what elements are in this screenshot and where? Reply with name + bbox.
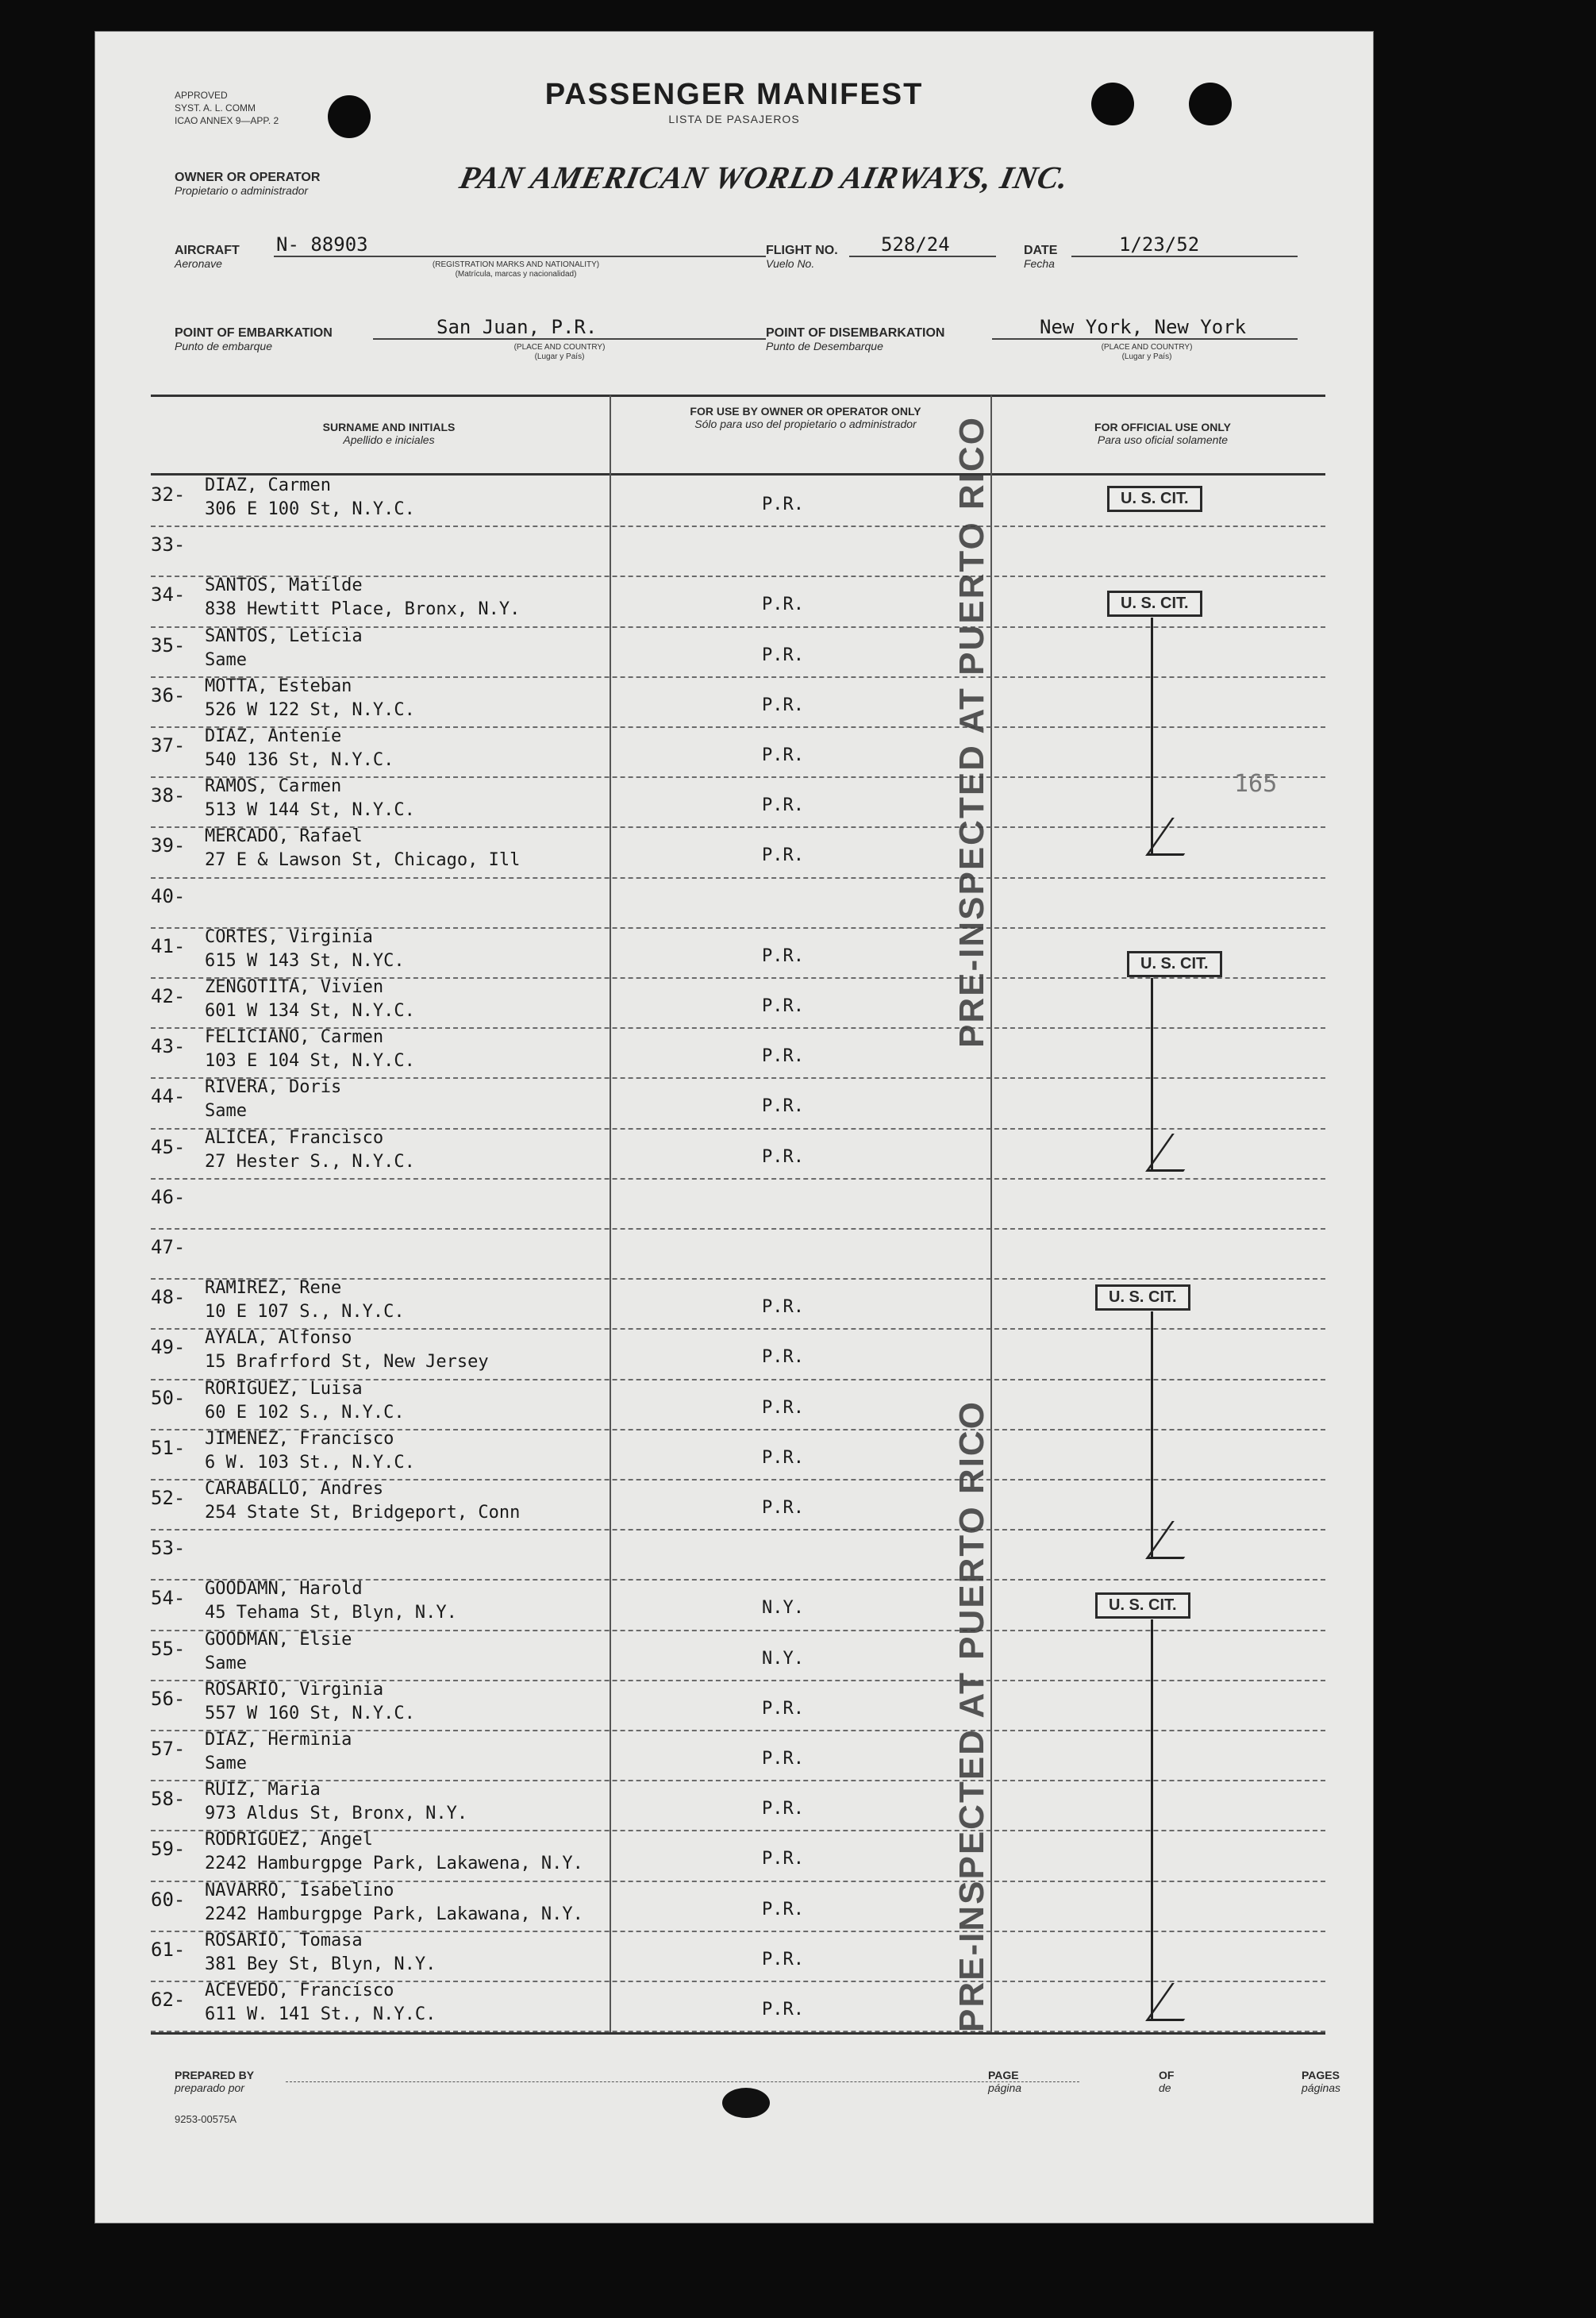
- passenger-address: 557 W 160 St, N.Y.C.: [205, 1703, 415, 1723]
- row-number: 56-: [151, 1687, 186, 1710]
- passenger-name: RORIGUEZ, Luisa: [205, 1378, 363, 1399]
- approval-line: APPROVED: [175, 90, 228, 101]
- of-label: OF de: [1159, 2069, 1175, 2094]
- origin-code: P.R.: [762, 1046, 804, 1067]
- passenger-name: FELICIANO, Carmen: [205, 1027, 384, 1048]
- row-number: 44-: [151, 1085, 186, 1108]
- row-number: 60-: [151, 1888, 186, 1911]
- row-number: 51-: [151, 1436, 186, 1459]
- flight-label: FLIGHT NO. Vuelo No.: [766, 244, 838, 270]
- column-official-header: FOR OFFICIAL USE ONLY Para uso oficial solamente: [1094, 421, 1231, 446]
- preinspected-stamp-1: PRE-INSPECTED AT PUERTO RICO: [952, 416, 991, 1048]
- form-code: 9253-00575A: [175, 2113, 237, 2125]
- row-number: 52-: [151, 1487, 186, 1509]
- passenger-address: 601 W 134 St, N.Y.C.: [205, 1001, 415, 1021]
- row-divider: [151, 1780, 1325, 1781]
- passenger-address: 2242 Hamburgpge Park, Lakawana, N.Y.: [205, 1904, 583, 1924]
- origin-code: P.R.: [762, 2000, 804, 2020]
- origin-code: P.R.: [762, 795, 804, 816]
- aircraft-value: N- 88903: [276, 233, 368, 256]
- passenger-name: RAMIREZ, Rene: [205, 1278, 342, 1299]
- row-number: 41-: [151, 934, 186, 957]
- passenger-name: RIVERA, Doris: [205, 1077, 342, 1098]
- us-citizen-stamp: U. S. CIT.: [1127, 951, 1222, 977]
- embark-place-note: (PLACE AND COUNTRY) (Lugar y País): [513, 343, 606, 361]
- approval-line: SYST. A. L. COMM: [175, 102, 256, 114]
- passenger-address: 513 W 144 St, N.Y.C.: [205, 800, 415, 821]
- column-name-header: SURNAME AND INITIALS Apellido e iniciales: [322, 421, 456, 446]
- origin-code: P.R.: [762, 1297, 804, 1318]
- row-divider: [151, 2031, 1325, 2032]
- passenger-address: 381 Bey St, Blyn, N.Y.: [205, 1954, 436, 1974]
- passenger-name: ROSARIO, Tomasa: [205, 1930, 363, 1950]
- origin-code: P.R.: [762, 695, 804, 715]
- prepared-by-label: PREPARED BY preparado por: [175, 2069, 255, 2094]
- passenger-name: ROSARIO, Virginia: [205, 1679, 384, 1700]
- origin-code: P.R.: [762, 495, 804, 514]
- passenger-address: 540 136 St, N.Y.C.: [205, 750, 394, 770]
- page-subtitle: LISTA DE PASAJEROS: [668, 113, 800, 125]
- row-number: 38-: [151, 784, 186, 807]
- row-number: 33-: [151, 533, 186, 556]
- passenger-name: RUIZ, Maria: [205, 1780, 321, 1800]
- us-citizen-stamp: U. S. CIT.: [1107, 486, 1202, 512]
- us-citizen-stamp: U. S. CIT.: [1107, 591, 1202, 617]
- row-number: 39-: [151, 834, 186, 857]
- ink-blot: [722, 2088, 770, 2118]
- origin-code: P.R.: [762, 1849, 804, 1869]
- passenger-name: AYALA, Alfonso: [205, 1328, 352, 1349]
- us-citizen-stamp: U. S. CIT.: [1095, 1284, 1190, 1311]
- origin-code: P.R.: [762, 1949, 804, 1970]
- origin-code: P.R.: [762, 595, 804, 615]
- row-number: 42-: [151, 985, 186, 1007]
- passenger-name: MERCADO, Rafael: [205, 826, 363, 847]
- passenger-address: 611 W. 141 St., N.Y.C.: [205, 2004, 436, 2024]
- row-number: 47-: [151, 1236, 186, 1258]
- origin-code: P.R.: [762, 945, 804, 966]
- pages-label: PAGES páginas: [1302, 2069, 1341, 2094]
- passenger-address: 60 E 102 S., N.Y.C.: [205, 1402, 405, 1423]
- passenger-address: Same: [205, 1653, 247, 1673]
- origin-code: P.R.: [762, 1698, 804, 1719]
- passenger-name: DIAZ, Herminia: [205, 1730, 352, 1750]
- row-number: 32-: [151, 483, 186, 506]
- owner-label: OWNER OR OPERATOR Propietario o administrador: [175, 171, 321, 197]
- passenger-address: 10 E 107 S., N.Y.C.: [205, 1302, 405, 1323]
- passenger-name: GOODMAN, Elsie: [205, 1629, 352, 1650]
- origin-code: P.R.: [762, 1799, 804, 1819]
- row-number: 46-: [151, 1185, 186, 1208]
- passenger-address: 973 Aldus St, Bronx, N.Y.: [205, 1804, 468, 1824]
- passenger-address: 27 E & Lawson St, Chicago, Ill: [205, 850, 521, 871]
- passenger-address: 254 State St, Bridgeport, Conn: [205, 1503, 521, 1523]
- passenger-address: 6 W. 103 St., N.Y.C.: [205, 1452, 415, 1473]
- row-number: 35-: [151, 633, 186, 657]
- origin-code: P.R.: [762, 1498, 804, 1518]
- origin-code: P.R.: [762, 745, 804, 765]
- passenger-address: 103 E 104 St, N.Y.C.: [205, 1051, 415, 1072]
- passenger-name: ALICEA, Francisco: [205, 1127, 384, 1148]
- origin-code: P.R.: [762, 1447, 804, 1468]
- count-stamp: 165: [1234, 770, 1278, 798]
- passenger-name: SANTOS, Matilde: [205, 576, 363, 596]
- passenger-name: RAMOS, Carmen: [205, 776, 342, 797]
- flight-value: 528/24: [881, 233, 950, 256]
- date-value: 1/23/52: [1119, 233, 1200, 256]
- operator-name: PAN AMERICAN WORLD AIRWAYS, INC.: [456, 160, 1073, 195]
- row-number: 43-: [151, 1035, 186, 1058]
- passenger-name: RODRIGUEZ, Angel: [205, 1830, 373, 1850]
- row-number: 55-: [151, 1637, 186, 1660]
- row-divider: [151, 526, 1325, 527]
- preinspected-stamp-2: PRE-INSPECTED AT PUERTO RICO: [952, 1400, 991, 2032]
- origin-code: N.Y.: [762, 1598, 804, 1619]
- row-number: 40-: [151, 884, 186, 907]
- us-citizen-stamp: U. S. CIT.: [1095, 1592, 1190, 1619]
- row-number: 37-: [151, 734, 186, 757]
- passenger-address: Same: [205, 1754, 247, 1773]
- origin-code: P.R.: [762, 845, 804, 866]
- row-number: 49-: [151, 1336, 186, 1359]
- origin-code: P.R.: [762, 1146, 804, 1167]
- passenger-address: 45 Tehama St, Blyn, N.Y.: [205, 1603, 457, 1623]
- row-number: 53-: [151, 1537, 186, 1560]
- passenger-name: DIAZ, Antenie: [205, 726, 342, 746]
- page-title: PASSENGER MANIFEST: [544, 78, 924, 111]
- row-number: 50-: [151, 1386, 186, 1409]
- passenger-name: DIAZ, Carmen: [205, 476, 331, 495]
- embark-label: POINT OF EMBARKATION Punto de embarque: [175, 326, 333, 352]
- page-label: PAGE página: [988, 2069, 1022, 2094]
- origin-code: P.R.: [762, 645, 804, 665]
- passenger-name: ACEVEDO, Francisco: [205, 1981, 394, 2000]
- origin-code: P.R.: [762, 1899, 804, 1919]
- column-owner-header: FOR USE BY OWNER OR OPERATOR ONLY Sólo para uso del propietario o administrador: [690, 405, 921, 430]
- passenger-name: CARABALLO, Andres: [205, 1479, 384, 1499]
- row-number: 58-: [151, 1788, 186, 1811]
- row-number: 57-: [151, 1738, 186, 1760]
- passenger-address: 15 Brafrford St, New Jersey: [205, 1352, 489, 1373]
- row-divider: [151, 1228, 1325, 1230]
- passenger-address: Same: [205, 1101, 247, 1122]
- row-number: 34-: [151, 583, 186, 606]
- row-divider: [151, 877, 1325, 879]
- origin-code: P.R.: [762, 1397, 804, 1418]
- disembark-label: POINT OF DISEMBARKATION Punto de Desembarque: [766, 326, 945, 352]
- disembark-value: New York, New York: [1040, 316, 1247, 338]
- row-divider: [151, 1529, 1325, 1531]
- passenger-address: 27 Hester S., N.Y.C.: [205, 1151, 415, 1172]
- row-number: 45-: [151, 1135, 186, 1158]
- origin-code: P.R.: [762, 1096, 804, 1117]
- row-number: 36-: [151, 683, 186, 707]
- passenger-address: 615 W 143 St, N.YC.: [205, 950, 405, 971]
- row-number: 61-: [151, 1938, 186, 1961]
- passenger-name: SANTOS, Leticia: [205, 626, 363, 646]
- passenger-address: Same: [205, 649, 247, 670]
- passenger-address: 526 W 122 St, N.Y.C.: [205, 699, 415, 720]
- row-number: 59-: [151, 1838, 186, 1861]
- origin-code: P.R.: [762, 996, 804, 1016]
- row-number: 54-: [151, 1587, 186, 1610]
- row-number: 48-: [151, 1286, 186, 1309]
- registration-note: (REGISTRATION MARKS AND NATIONALITY) (Matrícula, marcas y nacionalidad): [432, 260, 600, 279]
- origin-code: P.R.: [762, 1347, 804, 1368]
- passenger-address: 838 Hewtitt Place, Bronx, N.Y.: [205, 599, 521, 620]
- approval-line: ICAO ANNEX 9—APP. 2: [175, 115, 279, 126]
- disembark-place-note: (PLACE AND COUNTRY) (Lugar y País): [1101, 343, 1193, 361]
- passenger-name: GOODAMN, Harold: [205, 1579, 363, 1600]
- passenger-name: JIMENEZ, Francisco: [205, 1428, 394, 1449]
- origin-code: P.R.: [762, 1749, 804, 1769]
- manifest-sheet: [95, 32, 1373, 2223]
- passenger-address: 2242 Hamburgpge Park, Lakawena, N.Y.: [205, 1854, 583, 1874]
- passenger-name: MOTTA, Esteban: [205, 676, 352, 696]
- passenger-name: CORTES, Virginia: [205, 926, 373, 947]
- origin-code: N.Y.: [762, 1648, 804, 1669]
- passenger-name: NAVARRO, Isabelino: [205, 1880, 394, 1900]
- embark-value: San Juan, P.R.: [436, 316, 598, 338]
- passenger-name: ZENGOTITA, Vivien: [205, 977, 384, 997]
- date-label: DATE Fecha: [1024, 244, 1058, 270]
- passenger-address: 306 E 100 St, N.Y.C.: [205, 499, 415, 519]
- row-divider: [151, 1178, 1325, 1180]
- row-number: 62-: [151, 1989, 186, 2011]
- aircraft-label: AIRCRAFT Aeronave: [175, 244, 240, 270]
